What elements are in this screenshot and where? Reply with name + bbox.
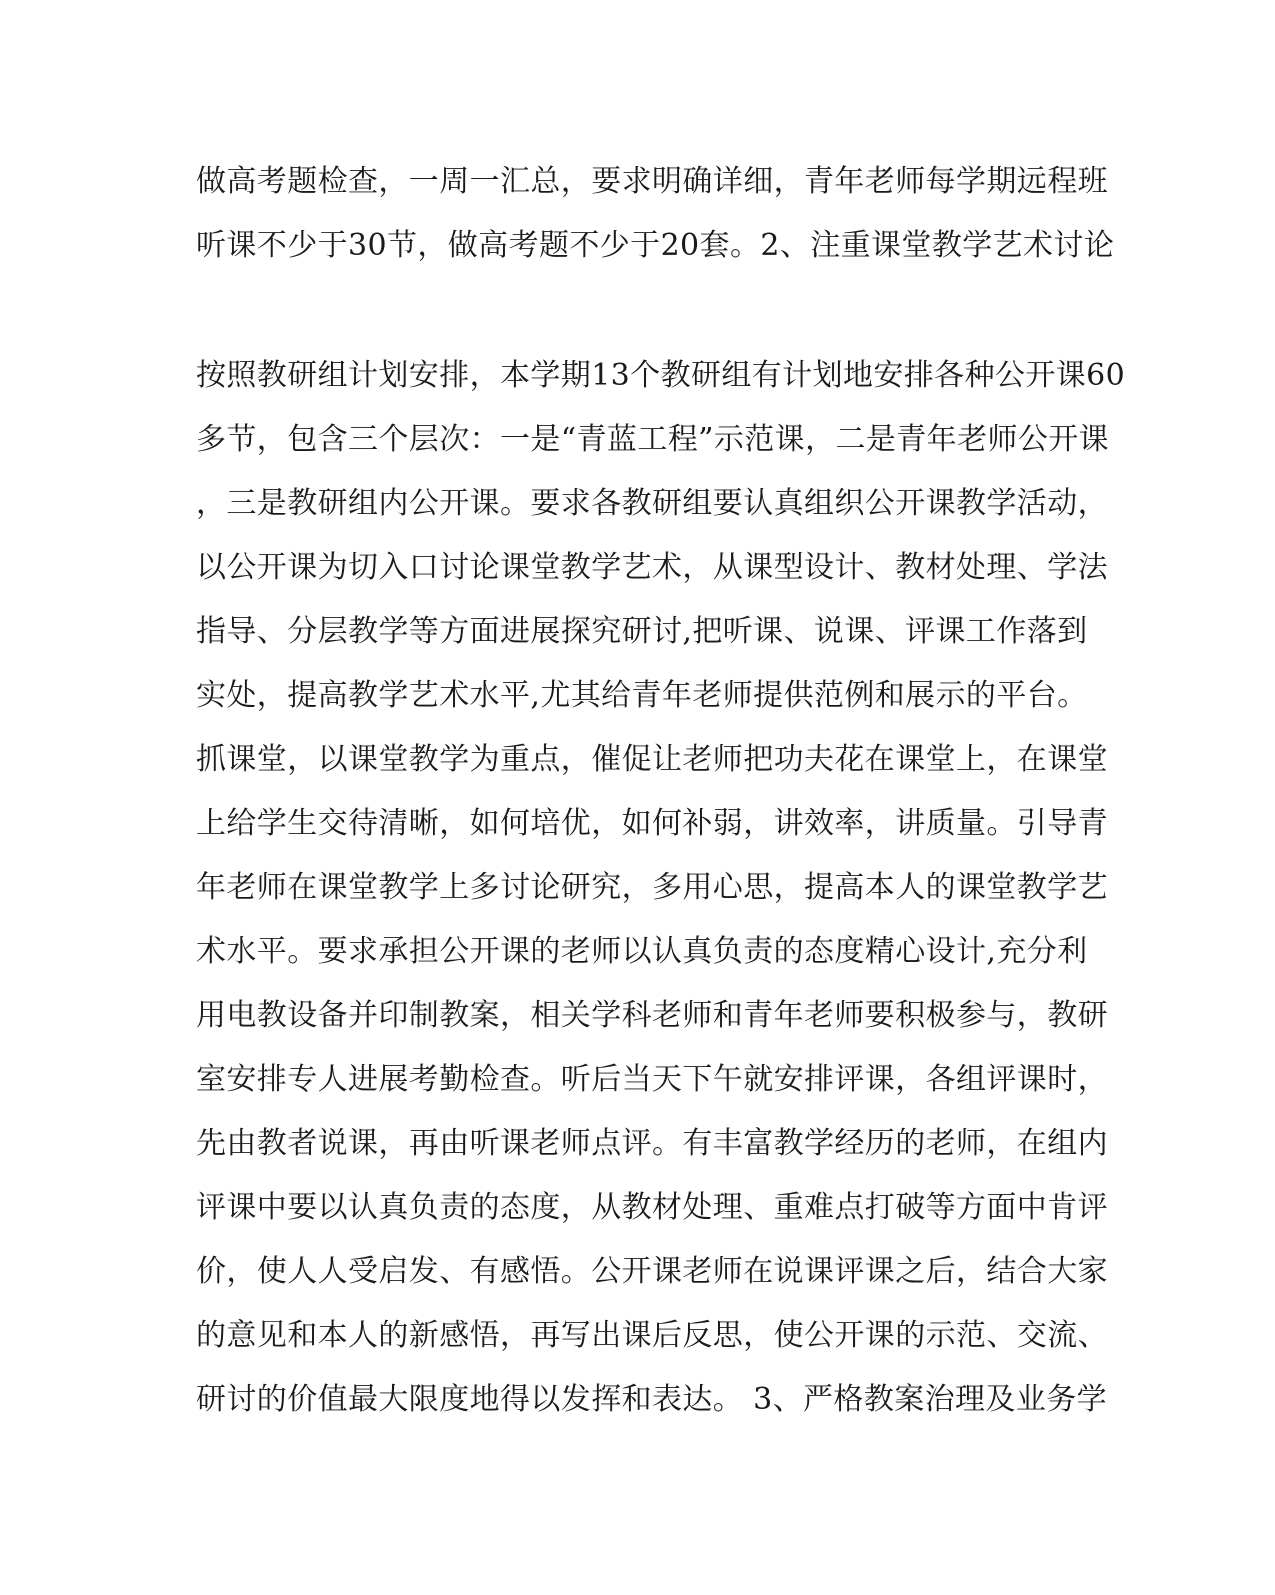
text-line: 听课不少于30节，做高考题不少于20套。2、注重课堂教学艺术讨论 bbox=[196, 228, 1115, 263]
text-line: 先由教者说课，再由听课老师点评。有丰富教学经历的老师，在组内 bbox=[196, 1126, 1108, 1161]
text-line: 价，使人人受启发、有感悟。公开课老师在说课评课之后，结合大家 bbox=[196, 1254, 1108, 1289]
text-line: 室安排专人进展考勤检查。听后当天下午就安排评课，各组评课时， bbox=[196, 1062, 1108, 1097]
text-line: 做高考题检查，一周一汇总，要求明确详细，青年老师每学期远程班 bbox=[196, 164, 1108, 199]
text-line: 研讨的价值最大限度地得以发挥和表达。 3、严格教案治理及业务学 bbox=[196, 1382, 1108, 1417]
text-line: 术水平。要求承担公开课的老师以认真负责的态度精心设计,充分利 bbox=[196, 934, 1088, 969]
text-line: 多节，包含三个层次：一是“青蓝工程”示范课，二是青年老师公开课 bbox=[196, 422, 1110, 457]
text-line: ，三是教研组内公开课。要求各教研组要认真组织公开课教学活动， bbox=[196, 486, 1108, 521]
text-line: 评课中要以认真负责的态度，从教材处理、重难点打破等方面中肯评 bbox=[196, 1190, 1108, 1225]
text-line: 以公开课为切入口讨论课堂教学艺术，从课型设计、教材处理、学法 bbox=[196, 550, 1108, 585]
text-line: 上给学生交待清晰，如何培优，如何补弱，讲效率，讲质量。引导青 bbox=[196, 806, 1108, 841]
text-line: 年老师在课堂教学上多讨论研究，多用心思，提高本人的课堂教学艺 bbox=[196, 870, 1108, 905]
text-line: 用电教设备并印制教案，相关学科老师和青年老师要积极参与，教研 bbox=[196, 998, 1108, 1033]
text-line: 指导、分层教学等方面进展探究研讨,把听课、说课、评课工作落到 bbox=[196, 614, 1088, 649]
text-line: 的意见和本人的新感悟，再写出课后反思，使公开课的示范、交流、 bbox=[196, 1318, 1108, 1353]
text-line: 实处，提高教学艺术水平,尤其给青年老师提供范例和展示的平台。 bbox=[196, 678, 1088, 713]
text-line: 抓课堂，以课堂教学为重点，催促让老师把功夫花在课堂上，在课堂 bbox=[196, 742, 1108, 777]
text-line: 按照教研组计划安排，本学期13个教研组有计划地安排各种公开课60 bbox=[196, 358, 1126, 393]
